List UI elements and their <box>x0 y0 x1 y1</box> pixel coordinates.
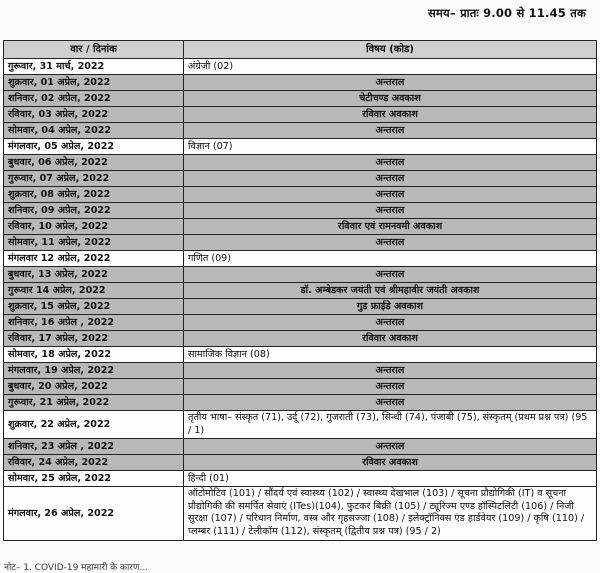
row-break-note: अन्तराल <box>184 439 597 455</box>
row-break-note: अन्तराल <box>184 363 597 379</box>
table-row <box>4 187 597 203</box>
row-date: गुरूवार, 07 अप्रेल, 2022 <box>4 171 184 187</box>
row-date: गुरूवार, 21 अप्रेल, 2022 <box>4 395 184 411</box>
table-row <box>4 395 597 411</box>
table-row <box>4 251 597 267</box>
date-column-header: वार / दिनांक <box>4 41 184 59</box>
row-date: बुधवार, 20 अप्रेल, 2022 <box>4 379 184 395</box>
row-subject: गणित (09) <box>184 251 597 267</box>
footnote: नोट– 1. COVID-19 महामारी के कारण... <box>4 563 149 573</box>
table-row <box>4 455 597 471</box>
table-row <box>4 107 597 123</box>
row-break-note: अन्तराल <box>184 315 597 331</box>
row-date: बुधवार, 13 अप्रेल, 2022 <box>4 267 184 283</box>
row-break-note: अन्तराल <box>184 187 597 203</box>
row-date: शनिवार, 09 अप्रेल, 2022 <box>4 203 184 219</box>
row-break-note: रविवार अवकाश <box>184 331 597 347</box>
row-date: शनिवार, 23 अप्रेल , 2022 <box>4 439 184 455</box>
row-break-note: अन्तराल <box>184 395 597 411</box>
table-row <box>4 411 597 439</box>
row-date: मंगलवार 12 अप्रेल, 2022 <box>4 251 184 267</box>
row-date: शुक्रवार, 01 अप्रेल, 2022 <box>4 75 184 91</box>
row-break-note: चेटीचण्ड अवकाश <box>184 91 597 107</box>
table-row <box>4 315 597 331</box>
row-break-note: अन्तराल <box>184 123 597 139</box>
table-row <box>4 91 597 107</box>
row-subject: तृतीय भाषा– संस्कृत (71), उर्दू (72), गुजराती (73), सिन्धी (74), पंजाबी (75), संस्कृतम् (प्रथम प्रश्न पत्र) (95 / 1) <box>184 411 597 439</box>
row-break-note: रविवार एवं रामनवमी अवकाश <box>184 219 597 235</box>
row-date: रविवार, 24 अप्रेल, 2022 <box>4 455 184 471</box>
row-break-note: अन्तराल <box>184 267 597 283</box>
table-row <box>4 155 597 171</box>
row-date: सोमवार, 25 अप्रेल, 2022 <box>4 471 184 487</box>
row-break-note: अन्तराल <box>184 203 597 219</box>
table-body <box>4 59 597 541</box>
row-break-note: अन्तराल <box>184 75 597 91</box>
row-break-note: अन्तराल <box>184 379 597 395</box>
table-row <box>4 347 597 363</box>
row-date: रविवार, 10 अप्रेल, 2022 <box>4 219 184 235</box>
row-date: सोमवार, 04 अप्रेल, 2022 <box>4 123 184 139</box>
table-row <box>4 283 597 299</box>
subject-column-header: विषय (कोड) <box>184 41 597 59</box>
row-subject: ऑटोमोटिव (101) / सौंदर्य एवं स्वास्थ्य (102) / स्वास्थ्य देखभाल (103) / सूचना प्रौद्योगिकी (IT) व सूचना प्रौद्योगिकी की समर्पित सेवाएं (ITes)(104), फुटकर बिक्री (105) / ट्यूरिज्म एण्ड हॉस्पिटलिटी (106) / निजी सुरक्षा (107) / परिधान निर्माण, वस्त्र और गृहसज्जा (108) / इलेक्ट्रॉनिक्स एंड हार्डवेयर (109) / कृषि (110) / प्लम्बर (111) / टेलीकॉम (112), संस्कृतम् (द्वितीय प्रश्न पत्र) (95 / 2) <box>184 487 597 540</box>
table-row <box>4 267 597 283</box>
table-row <box>4 171 597 187</box>
row-break-note: गुड फ्राईडे अवकाश <box>184 299 597 315</box>
table-row <box>4 331 597 347</box>
row-date: शुक्रवार, 15 अप्रेल, 2022 <box>4 299 184 315</box>
row-break-note: अन्तराल <box>184 235 597 251</box>
table-row <box>4 139 597 155</box>
table-row <box>4 487 597 540</box>
exam-timing: समय– प्रातः 9.00 से 11.45 तक <box>428 6 586 20</box>
row-date: मंगलवार, 26 अप्रेल, 2022 <box>4 487 184 540</box>
row-date: शनिवार, 02 अप्रेल, 2022 <box>4 91 184 107</box>
exam-schedule-table <box>3 40 597 541</box>
row-date: गुरूवार 14 अप्रेल, 2022 <box>4 283 184 299</box>
row-subject: अंग्रेजी (02) <box>184 59 597 75</box>
row-subject: विज्ञान (07) <box>184 139 597 155</box>
row-date: शुक्रवार, 08 अप्रेल, 2022 <box>4 187 184 203</box>
row-date: सोमवार, 18 अप्रेल, 2022 <box>4 347 184 363</box>
row-date: सोमवार, 11 अप्रेल, 2022 <box>4 235 184 251</box>
table-header-row <box>4 41 597 59</box>
row-break-note: अन्तराल <box>184 171 597 187</box>
row-date: गुरूवार, 31 मार्च, 2022 <box>4 59 184 75</box>
table-row <box>4 123 597 139</box>
table-row <box>4 235 597 251</box>
row-date: मंगलवार, 05 अप्रेल, 2022 <box>4 139 184 155</box>
row-date: रविवार, 03 अप्रेल, 2022 <box>4 107 184 123</box>
row-date: शुक्रवार, 22 अप्रेल, 2022 <box>4 411 184 439</box>
table-row <box>4 299 597 315</box>
table-row <box>4 203 597 219</box>
row-date: रविवार, 17 अप्रेल, 2022 <box>4 331 184 347</box>
row-subject: सामाजिक विज्ञान (08) <box>184 347 597 363</box>
row-subject: हिन्दी (01) <box>184 471 597 487</box>
table-row <box>4 471 597 487</box>
table-row <box>4 363 597 379</box>
row-date: शनिवार, 16 अप्रेल , 2022 <box>4 315 184 331</box>
table-row <box>4 219 597 235</box>
row-date: मंगलवार, 19 अप्रेल, 2022 <box>4 363 184 379</box>
row-break-note: अन्तराल <box>184 155 597 171</box>
table-row <box>4 379 597 395</box>
row-date: बुधवार, 06 अप्रेल, 2022 <box>4 155 184 171</box>
table-row <box>4 439 597 455</box>
table-row <box>4 75 597 91</box>
row-break-note: डॉ. अम्बेडकर जयंती एवं श्रीमहावीर जयंती अवकाश <box>184 283 597 299</box>
row-break-note: रविवार अवकाश <box>184 107 597 123</box>
table-row <box>4 59 597 75</box>
row-break-note: रविवार अवकाश <box>184 455 597 471</box>
